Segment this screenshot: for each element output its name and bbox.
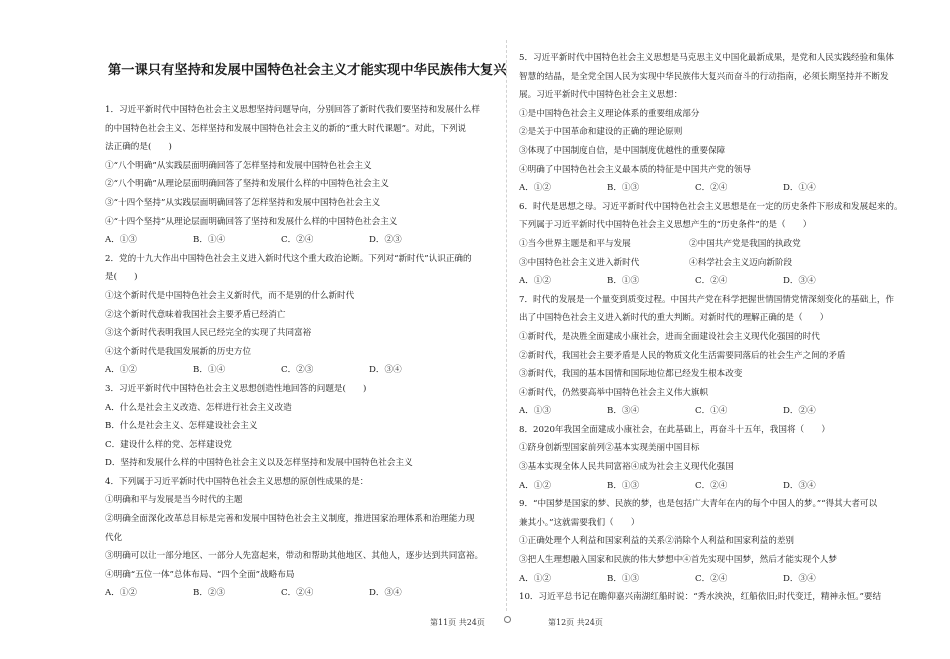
answer-option: C．②④ <box>695 480 728 491</box>
answer-options <box>519 272 914 291</box>
text-line: ②明确全面深化改革总目标是完善和发展中国特色社会主义制度，推进国家治理体系和治理能力现 <box>105 514 475 525</box>
statement: ④科学社会主义迈向新阶段 <box>689 257 793 268</box>
text-line: C．建设什么样的党、怎样建设党 <box>105 439 232 450</box>
answer-option: B．①④ <box>193 365 226 376</box>
statement: ①当今世界主题是和平与发展 <box>519 238 631 249</box>
statement-pair <box>519 254 914 273</box>
page-divider-circle-icon <box>504 616 511 623</box>
text-line: ①是中国特色社会主义理论体系的重要组成部分 <box>519 108 700 119</box>
text-line: ④“十四个坚持”从理论层面明确回答了坚持和发展什么样的中国特色社会主义 <box>105 216 398 227</box>
left-column <box>100 0 507 625</box>
text-line: 8．2020年我国全面建成小康社会，在此基础上，再奋斗十五年，我国将（ ） <box>519 424 830 435</box>
text-line: ③明确可以让一部分地区、一部分人先富起来，带动和帮助其他地区、其他人，逐步达到共同富裕。 <box>105 551 484 562</box>
answer-options <box>519 570 914 589</box>
text-line: ③“十四个坚持”从实践层面明确回答了怎样坚持和发展中国特色社会主义 <box>105 197 381 208</box>
left-question-list <box>105 101 498 603</box>
answer-option: B．①④ <box>193 235 226 246</box>
text-line: 的中国特色社会主义、怎样坚持和发展中国特色社会主义的新的“重大时代课题”。对此，下列说 <box>105 123 467 134</box>
answer-option: B．①③ <box>607 573 640 584</box>
text-line: ③新时代，我国的基本国情和国际地位都已经发生根本改变 <box>519 369 743 380</box>
statement: ②中国共产党是我国的执政党 <box>689 238 801 249</box>
text-line: 代化 <box>105 532 123 543</box>
text-line: D．坚持和发展什么样的中国特色社会主义以及怎样坚持和发展中国特色社会主义 <box>105 458 413 469</box>
text-line: ②这个新时代意味着我国社会主要矛盾已经消亡 <box>105 309 286 320</box>
text-line: ④这个新时代是我国发展新的历史方位 <box>105 346 252 357</box>
text-line: 法正确的是( ) <box>105 142 172 153</box>
page-number-left: 第11页 共24页 <box>430 618 485 627</box>
text-line: 兼其小。”这就需要我们（ ） <box>519 517 640 528</box>
answer-option: B．①③ <box>607 183 640 194</box>
text-line: ①跻身创新型国家前列②基本实现美丽中国目标 <box>519 443 700 454</box>
text-line: ④明确“五位一体”总体布局、“四个全面”战略布局 <box>105 569 295 580</box>
text-line: 智慧的结晶，是全党全国人民为实现中华民族伟大复兴而奋斗的行动指南，必须长期坚持并不断发 <box>519 71 889 82</box>
answer-options <box>105 584 498 603</box>
answer-options <box>519 402 914 421</box>
answer-option: C．②③ <box>281 365 314 376</box>
text-line: ①新时代，是决胜全面建成小康社会，进而全面建设社会主义现代化强国的时代 <box>519 331 820 342</box>
text-line: ④明确了中国特色社会主义最本质的特征是中国共产党的领导 <box>519 164 752 175</box>
text-line: 9．“中国梦是国家的梦、民族的梦，也是包括广大青年在内的每个中国人的梦。”“得其大者可以 <box>519 499 878 510</box>
text-line: ②是关于中国革命和建设的正确的理论原则 <box>519 127 683 138</box>
text-line: 10．习近平总书记在瞻仰嘉兴南湖红船时说：“秀水泱泱，红船依旧;时代变迁，精神永恒。”要结 <box>519 592 882 603</box>
text-line: B．什么是社会主义、怎样建设社会主义 <box>105 421 258 432</box>
answer-option: C．②④ <box>695 573 728 584</box>
text-line: ②“八个明确”从理论层面明确回答了坚持和发展什么样的中国特色社会主义 <box>105 179 389 190</box>
answer-option: C．②④ <box>695 276 728 287</box>
answer-options <box>519 179 914 198</box>
page-title: 第一课只有坚持和发展中国特色社会主义才能实现中华民族伟大复兴 <box>108 63 507 78</box>
text-line: 2．党的十九大作出中国特色社会主义进入新时代这个重大政治论断。下列对“新时代”认识正确的 <box>105 253 472 264</box>
answer-option: A．①③ <box>519 406 551 417</box>
text-line: 6．时代是思想之母。习近平新时代中国特色社会主义思想是在一定的历史条件下形成和发展起来的。 <box>519 201 903 212</box>
text-line: ④新时代，仍然要高举中国特色社会主义伟大旗帜 <box>519 387 709 398</box>
text-line: ③把人生理想融入国家和民族的伟大梦想中④首先实现中国梦，然后才能实现个人梦 <box>519 555 837 566</box>
column-divider <box>506 40 507 611</box>
answer-option: B．②③ <box>193 588 226 599</box>
text-line: ③这个新时代表明我国人民已经完全的实现了共同富裕 <box>105 328 312 339</box>
text-line: A．什么是社会主义改造、怎样进行社会主义改造 <box>105 402 292 413</box>
answer-option: B．①③ <box>607 480 640 491</box>
text-line: 7．时代的发展是一个量变到质变过程。中国共产党在科学把握世情国情党情深刻变化的基础上，作 <box>519 294 895 305</box>
answer-option: D．①④ <box>783 183 816 194</box>
answer-option: D．③④ <box>783 573 816 584</box>
answer-option: A．①② <box>519 480 551 491</box>
answer-option: A．①② <box>519 183 551 194</box>
answer-option: B．①③ <box>607 276 640 287</box>
answer-option: D．③④ <box>369 588 402 599</box>
answer-option: D．③④ <box>783 276 816 287</box>
text-line: ①这个新时代是中国特色社会主义新时代，而不是别的什么新时代 <box>105 290 355 301</box>
text-line: 4．下列属于习近平新时代中国特色社会主义思想的原创性成果的是： <box>105 476 369 487</box>
text-line: 1．习近平新时代中国特色社会主义思想坚持问题导向，分别回答了新时代我们要坚持和发展什么样 <box>105 105 481 115</box>
text-line: 出了中国特色社会主义进入新时代的重大判断。对新时代的理解正确的是（ ） <box>519 313 829 324</box>
answer-option: A．①② <box>105 365 137 376</box>
text-line: 3．习近平新时代中国特色社会主义思想创造性地回答的问题是( ) <box>105 383 367 394</box>
answer-options <box>519 477 914 496</box>
answer-option: A．①② <box>519 276 551 287</box>
answer-option: A．①② <box>105 588 137 599</box>
answer-option: C．②④ <box>281 235 314 246</box>
text-line: ①明确和平与发展是当今时代的主题 <box>105 495 243 506</box>
answer-option: D．③④ <box>783 480 816 491</box>
statement: ③中国特色社会主义进入新时代 <box>519 257 640 268</box>
text-line: ②新时代，我国社会主要矛盾是人民的物质文化生活需要同落后的社会生产之间的矛盾 <box>519 350 846 361</box>
answer-option: D．②④ <box>783 406 816 417</box>
answer-options <box>105 231 498 250</box>
text-line: 是( ) <box>105 272 138 283</box>
answer-option: A．①③ <box>105 235 137 246</box>
right-question-list <box>519 49 914 607</box>
answer-options <box>105 361 498 380</box>
text-line: 5．习近平新时代中国特色社会主义思想是马克思主义中国化最新成果，是党和人民实践经验和集体 <box>519 53 895 63</box>
answer-option: C．②④ <box>695 183 728 194</box>
text-line: ①正确处理个人利益和国家利益的关系②消除个人利益和国家利益的差别 <box>519 536 795 547</box>
answer-option: C．①④ <box>695 406 728 417</box>
page-number-right: 第12页 共24页 <box>548 618 603 627</box>
text-line: 下列属于习近平新时代中国特色社会主义思想产生的“历史条件”的是（ ） <box>519 220 812 231</box>
text-line: ③基本实现全体人民共同富裕④成为社会主义现代化强国 <box>519 462 734 473</box>
text-line: ③体现了中国制度自信，是中国制度优越性的重要保障 <box>519 145 726 156</box>
statement-pair <box>519 235 914 254</box>
text-line: ①“八个明确”从实践层面明确回答了怎样坚持和发展中国特色社会主义 <box>105 160 372 171</box>
answer-option: A．①② <box>519 573 551 584</box>
answer-option: D．③④ <box>369 365 402 376</box>
answer-option: B．③④ <box>607 406 640 417</box>
text-line: 展。习近平新时代中国特色社会主义思想： <box>519 90 683 101</box>
answer-option: D．②③ <box>369 235 402 246</box>
answer-option: C．②④ <box>281 588 314 599</box>
right-column <box>514 0 914 625</box>
